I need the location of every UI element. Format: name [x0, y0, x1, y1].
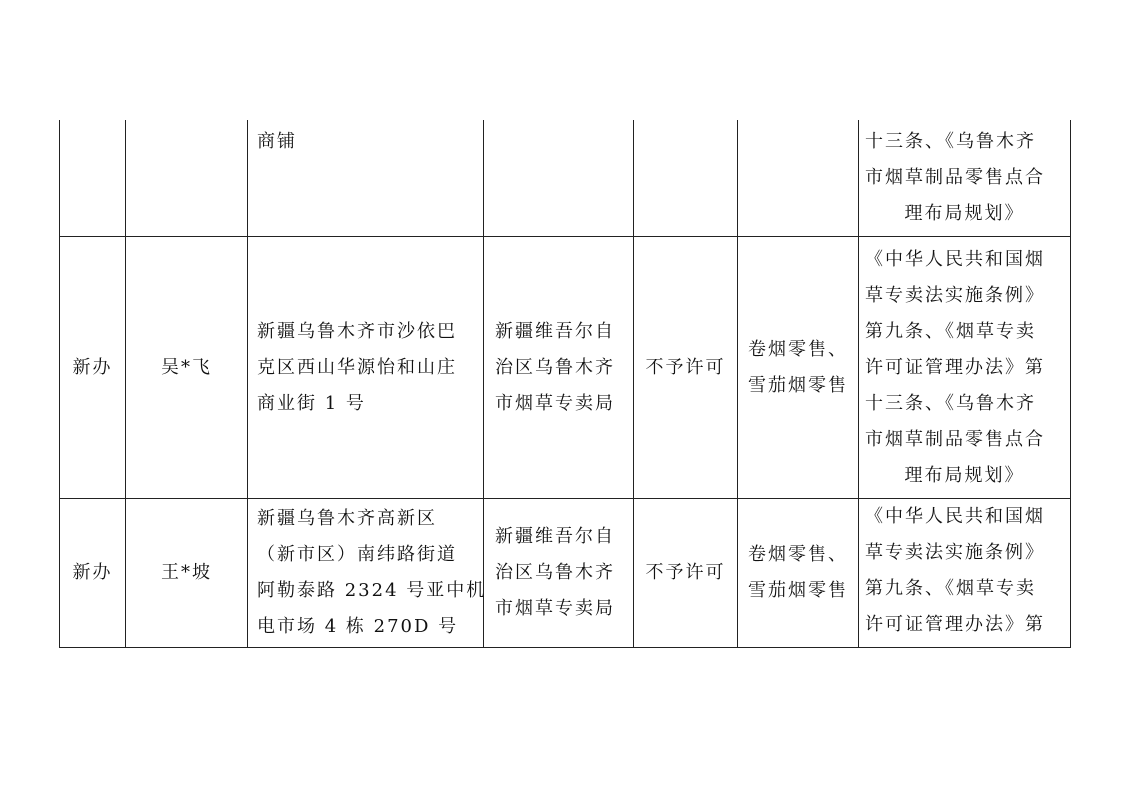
application-type-cell: 新办 [60, 237, 126, 499]
basis-line: 十三条、《乌鲁木齐 [865, 131, 1036, 152]
address-line: 电市场 4 栋 270D 号 [257, 616, 459, 637]
business-address-cell [248, 237, 484, 499]
basis-line: 第九条、《烟草专卖 [865, 578, 1036, 599]
basis-line: 草专卖法实施条例》 [865, 284, 1045, 306]
business-scope-cell [738, 120, 859, 237]
license-decision-table [59, 120, 1071, 648]
basis-line: 草专卖法实施条例》 [865, 542, 1045, 563]
application-type-cell: 新办 [60, 499, 126, 648]
applicant-name-cell [126, 120, 248, 237]
basis-line: 理布局规划》 [904, 203, 1025, 224]
address-line: （新市区）南纬路街道 [257, 544, 457, 565]
scope-line: 卷烟零售、 [748, 544, 848, 565]
basis-line: 《中华人民共和国烟 [865, 506, 1045, 527]
decision-result-cell: 不予许可 [634, 237, 738, 499]
address-line: 商铺 [257, 131, 297, 152]
business-scope-cell [738, 237, 859, 499]
basis-line: 许可证管理办法》第 [865, 356, 1045, 378]
scope-line: 卷烟零售、 [748, 338, 848, 360]
business-address-cell [248, 499, 487, 648]
basis-line: 市烟草制品零售点合 [865, 167, 1045, 188]
decision-result-cell: 不予许可 [634, 499, 738, 648]
organ-line: 新疆维吾尔自 [495, 320, 615, 342]
basis-line: 《中华人民共和国烟 [865, 248, 1045, 270]
applicant-name-cell: 王*坡 [126, 499, 248, 648]
application-type-cell [60, 120, 126, 237]
decision-result-cell [634, 120, 738, 237]
table-row [60, 120, 1071, 237]
address-line: 阿勒泰路 2324 号亚中机 [257, 580, 487, 601]
organ-line: 市烟草专卖局 [495, 598, 615, 619]
address-line: 克区西山华源怡和山庄 [257, 356, 457, 378]
applicant-name-cell: 吴*飞 [126, 237, 248, 499]
business-scope-cell [738, 499, 859, 648]
organ-line: 治区乌鲁木齐 [495, 562, 615, 583]
basis-line: 市烟草制品零售点合 [865, 428, 1045, 450]
basis-line: 理布局规划》 [904, 464, 1025, 486]
legal-basis-cell [859, 120, 1071, 237]
organ-line: 市烟草专卖局 [495, 392, 615, 414]
basis-line: 许可证管理办法》第 [865, 614, 1045, 635]
table-row [60, 499, 1071, 648]
address-line: 新疆乌鲁木齐市沙依巴 [257, 320, 457, 342]
basis-line: 十三条、《乌鲁木齐 [865, 392, 1036, 414]
scope-line: 雪茄烟零售 [748, 580, 848, 601]
legal-basis-cell [859, 499, 1071, 648]
licensing-organ-cell [484, 237, 634, 499]
address-line: 新疆乌鲁木齐高新区 [257, 508, 437, 529]
business-address-cell [248, 120, 484, 237]
licensing-organ-cell [484, 499, 634, 648]
table-row [60, 237, 1071, 499]
legal-basis-cell [859, 237, 1071, 499]
organ-line: 治区乌鲁木齐 [495, 356, 615, 378]
address-line: 商业街 1 号 [257, 392, 366, 414]
licensing-organ-cell [484, 120, 634, 237]
organ-line: 新疆维吾尔自 [495, 526, 615, 547]
basis-line: 第九条、《烟草专卖 [865, 320, 1036, 342]
scope-line: 雪茄烟零售 [748, 374, 848, 396]
